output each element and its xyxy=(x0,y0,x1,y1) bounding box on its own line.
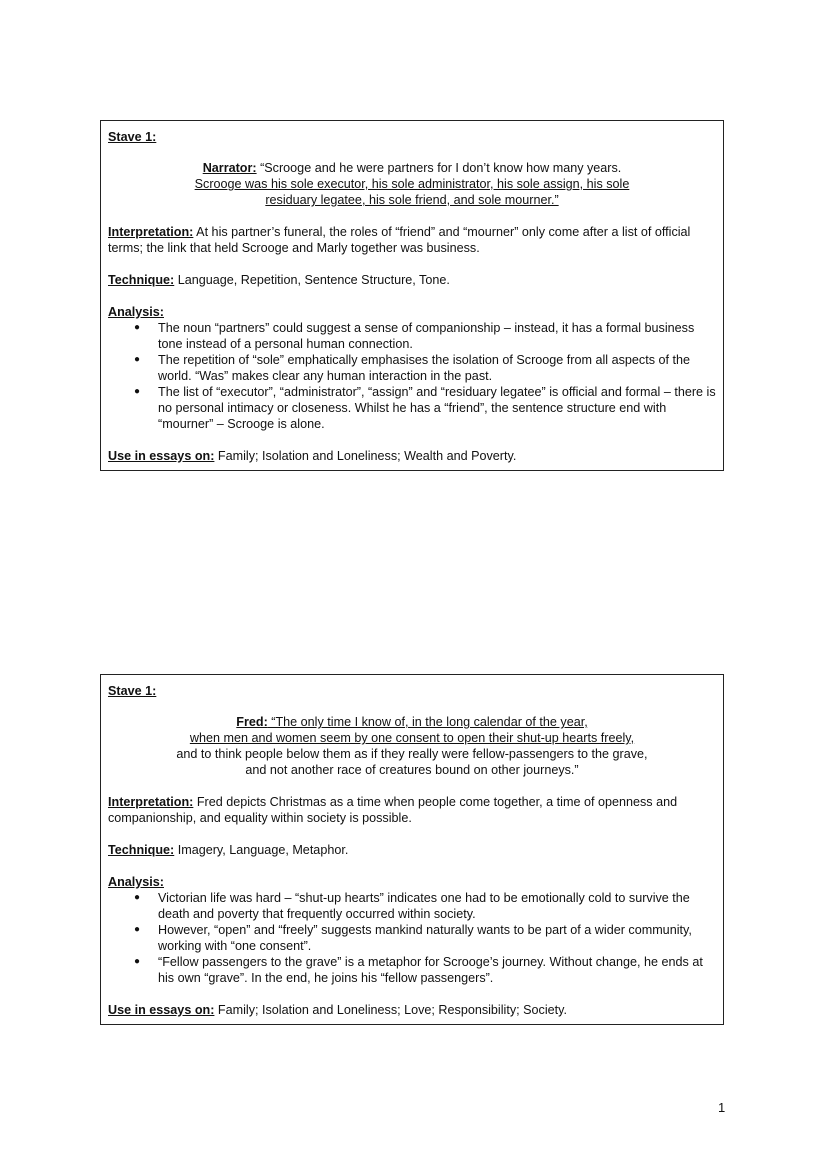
technique xyxy=(108,842,716,858)
quote-block xyxy=(108,714,716,778)
technique-label: Technique: xyxy=(108,273,175,287)
essays-label: Use in essays on: xyxy=(108,449,215,463)
interpretation-label: Interpretation: xyxy=(108,795,194,809)
analysis-item: ● The noun “partners” could suggest a sense of companionship – instead, it has a formal business tone instead of a personal human connection. xyxy=(158,320,716,352)
page-number: 1 xyxy=(718,1100,726,1115)
speaker-label: Narrator: xyxy=(202,161,257,175)
technique-text: Language, Repetition, Sentence Structure, Tone. xyxy=(174,273,450,287)
quote-line: when men and women seem by one consent to open their shut-up hearts freely, xyxy=(189,731,635,745)
analysis-item: ● The repetition of “sole” emphatically emphasises the isolation of Scrooge from all aspects of the world. “Was” makes clear any human interaction in the past. xyxy=(158,352,716,384)
essays-text: Family; Isolation and Loneliness; Wealth and Poverty. xyxy=(214,449,517,463)
essays xyxy=(108,448,716,464)
interpretation xyxy=(108,224,716,256)
essays-text: Family; Isolation and Loneliness; Love; Responsibility; Society. xyxy=(214,1003,567,1017)
analysis-item: ● The list of “executor”, “administrator”, “assign” and “residuary legatee” is official and formal – there is no personal intimacy or closeness. Whilst he has a “friend”, the sentence structure end with “mourner” – Scrooge is alone. xyxy=(158,384,716,432)
quote-line xyxy=(108,160,716,176)
technique-text: Imagery, Language, Metaphor. xyxy=(174,843,349,857)
stave-heading: Stave 1: xyxy=(108,130,157,144)
quote-text: “The only time I know of, in the long calendar of the year, xyxy=(267,715,588,729)
quote-line: and to think people below them as if they really were fellow-passengers to the grave, xyxy=(176,747,648,761)
quote-card-2 xyxy=(100,674,724,1025)
analysis-item: ● Victorian life was hard – “shut-up hearts” indicates one had to be emotionally cold to survive the death and poverty that frequently occurred within society. xyxy=(158,890,716,922)
quote-line xyxy=(108,192,716,208)
interpretation xyxy=(108,794,716,826)
technique xyxy=(108,272,716,288)
analysis-list xyxy=(108,890,716,986)
analysis-item: ● However, “open” and “freely” suggests mankind naturally wants to be part of a wider community, working with “one consent”. xyxy=(158,922,716,954)
quote-text: residuary legatee, his sole friend, and sole mourner.” xyxy=(265,193,559,207)
analysis-label: Analysis: xyxy=(108,305,164,319)
interpretation-text: At his partner’s funeral, the roles of “friend” and “mourner” only come after a list of official terms; the link that held Scrooge and Marly together was business. xyxy=(108,225,691,255)
quote-text: “Scrooge and he were partners for I don’t know how many years. xyxy=(256,161,622,175)
quote-line: Scrooge was his sole executor, his sole administrator, his sole assign, his sole xyxy=(194,177,630,191)
analysis-item: ● “Fellow passengers to the grave” is a metaphor for Scrooge’s journey. Without change, he ends at his own “grave”. In the end, he joins his “fellow passengers”. xyxy=(158,954,716,986)
quote-card-1 xyxy=(100,120,724,471)
technique-label: Technique: xyxy=(108,843,175,857)
analysis-list xyxy=(108,320,716,432)
speaker-label: Fred: xyxy=(236,715,268,729)
stave-heading: Stave 1: xyxy=(108,684,157,698)
quote-line: and not another race of creatures bound on other journeys.” xyxy=(245,763,579,777)
quote-line xyxy=(108,714,716,730)
essays xyxy=(108,1002,716,1018)
interpretation-text: Fred depicts Christmas as a time when people come together, a time of openness and companionship, and equality within society is possible. xyxy=(108,795,678,825)
analysis-label: Analysis: xyxy=(108,875,164,889)
essays-label: Use in essays on: xyxy=(108,1003,215,1017)
quote-block xyxy=(108,160,716,208)
interpretation-label: Interpretation: xyxy=(108,225,194,239)
